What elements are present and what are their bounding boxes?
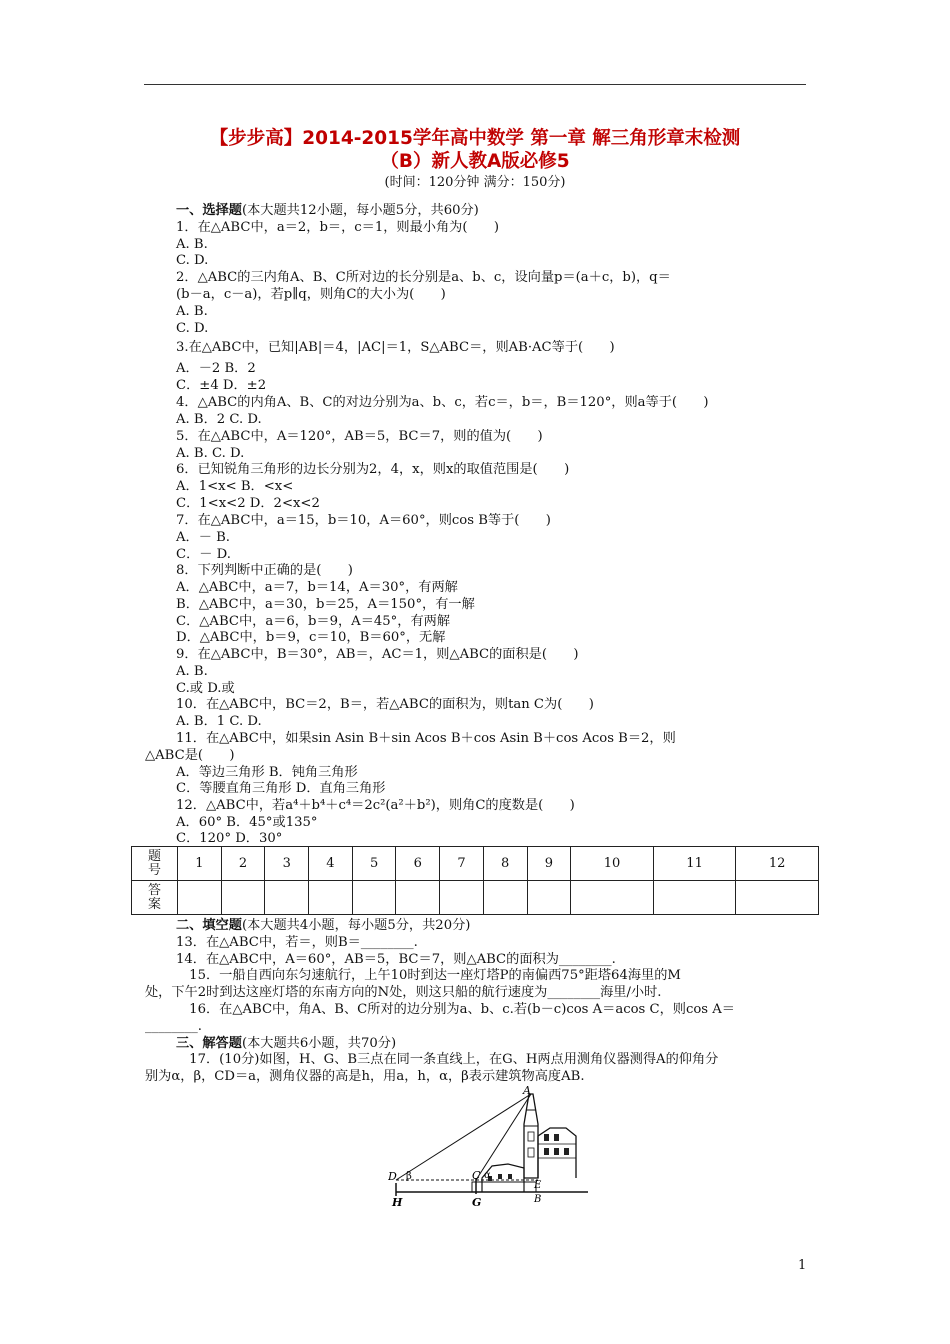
text-line: B．△ABC中，a＝30，b＝25，A＝150°，有一解: [176, 597, 475, 612]
answer-number-cell: 5: [352, 847, 396, 881]
section-note: (本大题共6小题，共70分): [241, 1036, 397, 1051]
text-line: △ABC是( ): [145, 748, 235, 763]
doc-title-line1: 【步步高】2014-2015学年高中数学 第一章 解三角形章末检测: [209, 128, 741, 149]
text-line: 8．下列判断中正确的是( ): [176, 563, 353, 578]
answer-number-cell: 11: [653, 847, 736, 881]
answer-number-cell: 1: [178, 847, 222, 881]
answer-blank-cell[interactable]: [221, 881, 265, 915]
page-number: 1: [798, 1258, 807, 1273]
text-line: 处，下午2时到达这座灯塔的东南方向的N处，则这只船的航行速度为________海里/小时.: [145, 985, 662, 1000]
answer-blank-cell[interactable]: [396, 881, 440, 915]
answer-number-cell: 3: [265, 847, 309, 881]
answer-table-header-label: 答 案: [147, 882, 161, 912]
answer-number-cell: 7: [440, 847, 484, 881]
label-B: B: [534, 1194, 542, 1205]
text-line: C．120° D．30°: [176, 831, 283, 846]
text-line: C.或 D.或: [176, 681, 235, 696]
label-C: C: [472, 1169, 481, 1182]
text-line: 11．在△ABC中，如果sin Asin B＋sin Acos B＋cos Asin B＋cos Acos B＝2，则: [176, 731, 676, 746]
label-alpha: α: [484, 1170, 491, 1181]
text-line: A．60° B．45°或135°: [176, 815, 318, 830]
text-line: A. B.: [176, 664, 208, 679]
text-line: C. D.: [176, 253, 209, 268]
section-note: (本大题共4小题，每小题5分，共20分): [241, 918, 471, 933]
text-line: (b－a，c－a)，若p∥q，则角C的大小为( ): [176, 287, 446, 302]
text-line: 4．△ABC的内角A、B、C的对边分别为a、b、c，若c＝，b＝，B＝120°，则a等于( ): [176, 395, 709, 410]
text-line: A．－ B.: [176, 530, 230, 545]
doc-subtitle: (时间：120分钟 满分：150分): [384, 175, 566, 190]
answer-table-row-numbers: [132, 847, 819, 881]
text-line: A．等边三角形 B．钝角三角形: [176, 765, 358, 780]
section-heading: 三、解答题: [176, 1036, 242, 1051]
text-line: C．1<x<2 D．2<x<2: [176, 496, 320, 511]
text-line: ________.: [145, 1019, 202, 1034]
section-heading: 一、选择题: [176, 203, 242, 218]
text-line: 13．在△ABC中，若＝，则B＝________.: [176, 935, 418, 950]
label-A: A: [523, 1086, 531, 1097]
text-line: C．△ABC中，a＝6，b＝9，A＝45°，有两解: [176, 614, 451, 629]
text-line: C．等腰直角三角形 D．直角三角形: [176, 781, 386, 796]
answer-blank-cell[interactable]: [527, 881, 571, 915]
text-line: 17．(10分)如图，H、G、B三点在同一条直线上，在G、H两点用测角仪器测得A的仰角分: [176, 1052, 719, 1067]
text-line: A．1<x< B．<x<: [176, 479, 294, 494]
answer-blank-cell[interactable]: [178, 881, 222, 915]
label-beta: β: [406, 1171, 412, 1182]
text-line: 1．在△ABC中，a＝2，b＝，c＝1，则最小角为( ): [176, 220, 500, 235]
text-line: 16．在△ABC中，角A、B、C所对的边分别为a、b、c.若(b－c)cos A＝acos C，则cos A＝: [176, 1002, 735, 1017]
text-line: A. B. C. D.: [176, 446, 245, 461]
text-line: [176, 1036, 396, 1052]
text-line: 3.在△ABC中，已知|AB|＝4，|AC|＝1，S△ABC＝，则AB·AC等于( ): [176, 340, 615, 355]
answer-table-header-number: [132, 847, 178, 881]
answer-blank-cell[interactable]: [265, 881, 309, 915]
text-line: 别为α，β，CD＝a，测角仪器的高是h，用a，h，α，β表示建筑物高度AB.: [145, 1069, 585, 1084]
answer-number-cell: 4: [309, 847, 353, 881]
text-line: A. B．2 C. D.: [176, 412, 262, 427]
answer-number-cell: 12: [736, 847, 819, 881]
text-line: [176, 918, 470, 934]
label-E: E: [534, 1180, 542, 1191]
label-D: D: [388, 1170, 397, 1183]
text-line: 6．已知锐角三角形的边长分别为2，4，x，则x的取值范围是( ): [176, 462, 570, 477]
text-line: 2．△ABC的三内角A、B、C所对边的长分别是a、b、c，设向量p＝(a＋c，b)，q＝: [176, 270, 671, 285]
answer-blank-cell[interactable]: [440, 881, 484, 915]
answer-blank-cell[interactable]: [571, 881, 654, 915]
section-note: (本大题共12小题，每小题5分，共60分): [241, 203, 479, 218]
text-line: D．△ABC中，b＝9，c＝10，B＝60°，无解: [176, 630, 446, 645]
answer-blank-cell[interactable]: [352, 881, 396, 915]
text-line: 14．在△ABC中，A＝60°，AB＝5，BC＝7，则△ABC的面积为________.: [176, 952, 616, 967]
text-line: 12．△ABC中，若a⁴＋b⁴＋c⁴＝2c²(a²＋b²)，则角C的度数是( ): [176, 798, 575, 813]
text-line: A. B.: [176, 304, 208, 319]
answer-blank-cell[interactable]: [483, 881, 527, 915]
text-line: C．－ D.: [176, 547, 231, 562]
section-heading: 二、填空题: [176, 918, 242, 933]
label-G: G: [472, 1196, 482, 1209]
text-line: 9．在△ABC中，B＝30°，AB＝，AC＝1，则△ABC的面积是( ): [176, 647, 579, 662]
text-line: 15．一船自西向东匀速航行，上午10时到达一座灯塔P的南偏西75°距塔64海里的M: [176, 968, 681, 983]
text-line: A．－2 B．2: [176, 361, 256, 376]
answer-blank-cell[interactable]: [309, 881, 353, 915]
text-line: 5．在△ABC中，A＝120°，AB＝5，BC＝7，则的值为( ): [176, 429, 543, 444]
text-line: A．△ABC中，a＝7，b＝14，A＝30°，有两解: [176, 580, 458, 595]
text-line: C．±4 D．±2: [176, 378, 267, 393]
answer-number-cell: 9: [527, 847, 571, 881]
text-line: 10．在△ABC中，BC＝2，B＝，若△ABC的面积为，则tan C为( ): [176, 697, 594, 712]
answer-number-cell: 8: [483, 847, 527, 881]
answer-table-header-label: 题 号: [147, 848, 161, 878]
answer-number-cell: 2: [221, 847, 265, 881]
doc-title-line2: （B）新人教A版必修5: [380, 151, 570, 172]
building-figure: [388, 1086, 593, 1211]
top-rule: [144, 84, 806, 85]
text-line: A. B．1 C. D.: [176, 714, 262, 729]
answer-blank-cell[interactable]: [736, 881, 819, 915]
label-H: H: [392, 1196, 403, 1209]
answer-number-cell: 6: [396, 847, 440, 881]
text-line: A. B.: [176, 237, 208, 252]
answer-blank-cell[interactable]: [653, 881, 736, 915]
answer-table-header-answer: [132, 881, 178, 915]
answer-table-row-answers: [132, 881, 819, 915]
text-line: [176, 203, 479, 219]
answer-table: [131, 846, 819, 915]
answer-number-cell: 10: [571, 847, 654, 881]
text-line: 7．在△ABC中，a＝15，b＝10，A＝60°，则cos B等于( ): [176, 513, 551, 528]
text-line: C. D.: [176, 321, 209, 336]
